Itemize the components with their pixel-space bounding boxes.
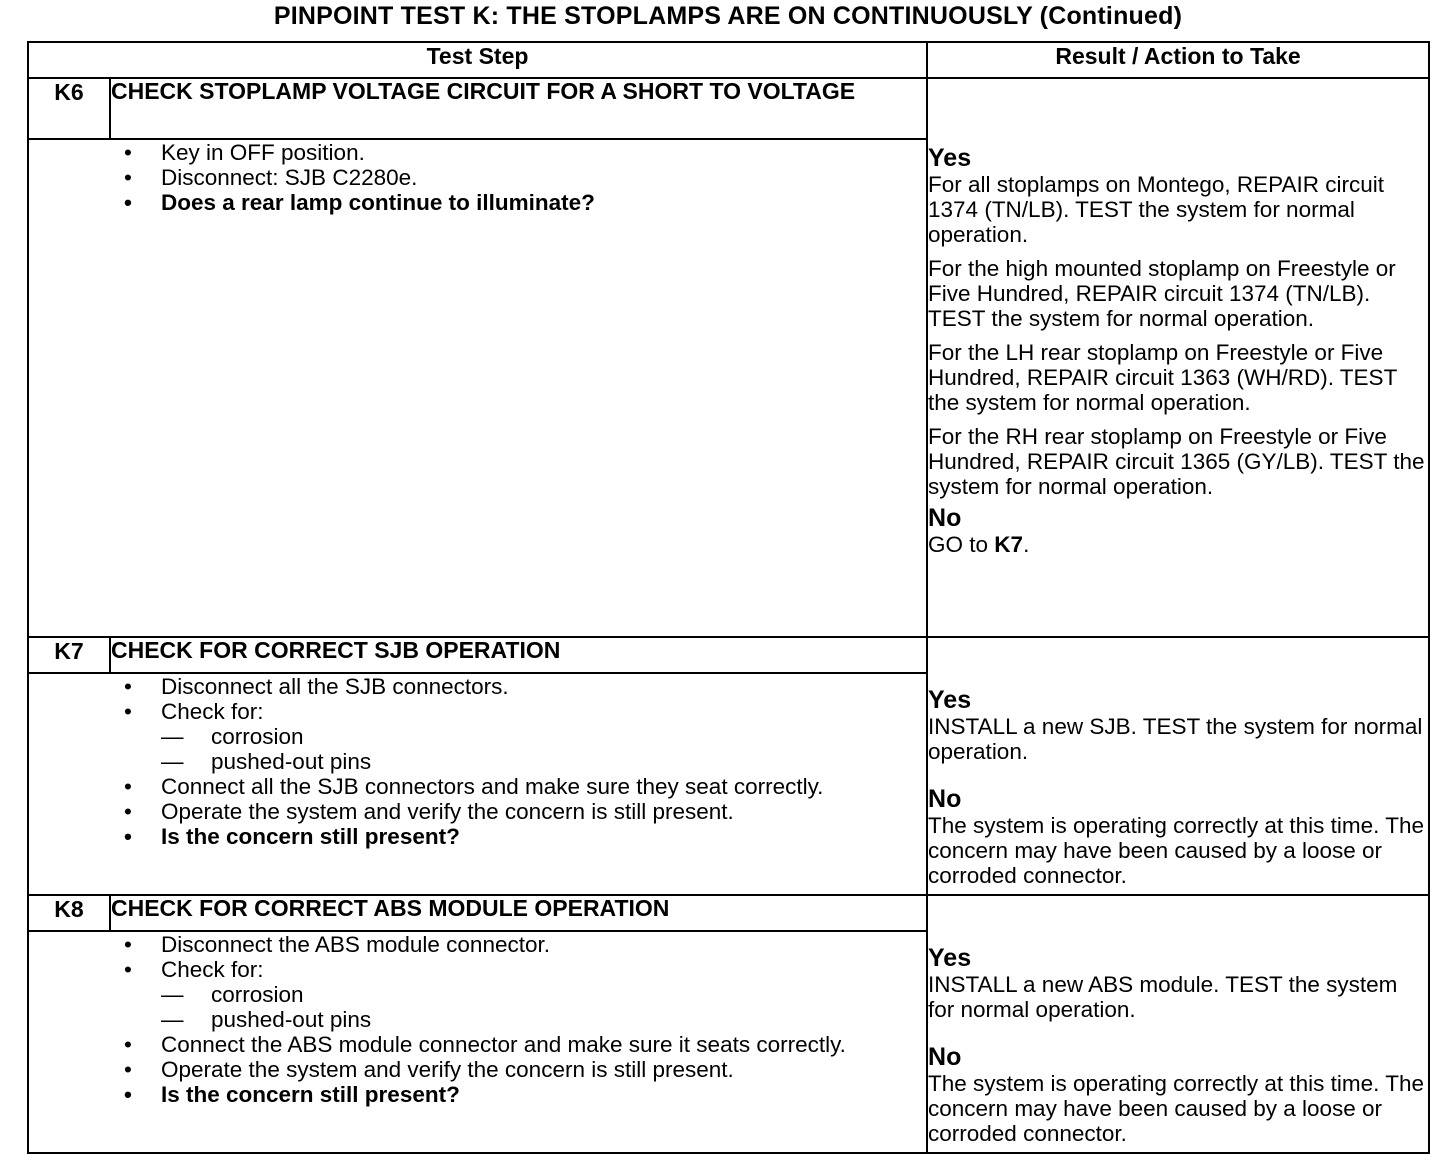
bullet: •: [124, 773, 132, 799]
k7-step-2-text: Check for:: [161, 698, 264, 724]
k7-step-4-text: Operate the system and verify the concern is still present.: [161, 798, 734, 824]
k6-step-id: K6: [28, 78, 110, 139]
k6-no-prefix: GO to: [928, 532, 995, 558]
k7-title-row: [28, 637, 1429, 673]
bullet: •: [124, 956, 132, 982]
k7-step-5: [29, 824, 926, 849]
k8-sub-1: [29, 982, 926, 1007]
header-row: [28, 42, 1429, 78]
k8-sub-2-text: pushed-out pins: [211, 1006, 372, 1032]
k6-no-text: [928, 532, 1428, 557]
bullet: •: [124, 190, 132, 216]
k6-yes-label: Yes: [928, 144, 972, 173]
k8-step-3-text: Connect the ABS module connector and make sure it seats correctly.: [161, 1031, 846, 1057]
k7-sub-2-text: pushed-out pins: [211, 748, 372, 774]
k8-step-4-text: Operate the system and verify the concern is still present.: [161, 1056, 734, 1082]
k6-yes-para-2: For the high mounted stoplamp on Freestyle or Five Hundred, REPAIR circuit 1374 (TN/LB). TEST the system for normal operation.: [928, 256, 1396, 332]
k6-step-title: CHECK STOPLAMP VOLTAGE CIRCUIT FOR A SHORT TO VOLTAGE: [110, 78, 927, 139]
k7-step-3-text: Connect all the SJB connectors and make sure they seat correctly.: [161, 773, 824, 799]
result-header: Result / Action to Take: [927, 42, 1429, 78]
k7-step-5-text: Is the concern still present?: [161, 823, 460, 849]
k6-yes-para-1: For all stoplamps on Montego, REPAIR circuit 1374 (TN/LB). TEST the system for normal operation.: [928, 172, 1385, 248]
k8-step-id: K8: [28, 895, 110, 931]
k7-step-body: [28, 673, 927, 895]
bullet: •: [124, 673, 132, 699]
bullet: •: [124, 931, 132, 957]
page-title: PINPOINT TEST K: THE STOPLAMPS ARE ON CONTINUOUSLY (Continued): [273, 2, 1183, 30]
k6-step-2-text: Disconnect: SJB C2280e.: [161, 165, 418, 191]
bullet: •: [124, 1056, 132, 1082]
k8-no-text: The system is operating correctly at this time. The concern may have been caused by a loose or corroded connector.: [928, 1070, 1425, 1146]
k7-step-title: CHECK FOR CORRECT SJB OPERATION: [110, 637, 927, 673]
k8-step-4: [29, 1057, 926, 1082]
k6-yes-para-3: For the LH rear stoplamp on Freestyle or Five Hundred, REPAIR circuit 1363 (WH/RD). TEST the system for normal operation.: [928, 340, 1397, 416]
k6-title-row: [28, 78, 1429, 139]
k7-step-id: K7: [28, 637, 110, 673]
k8-sub-1-text: corrosion: [211, 981, 304, 1007]
k7-sub-1-text: corrosion: [211, 723, 304, 749]
k6-step-2: [29, 165, 926, 190]
test-step-header: Test Step: [28, 42, 927, 78]
k6-step-1: [29, 140, 926, 165]
dash: —: [161, 723, 184, 749]
k8-step-5: [29, 1082, 926, 1107]
bullet: •: [124, 1031, 132, 1057]
pinpoint-test-table: [27, 41, 1430, 1154]
k7-step-1-text: Disconnect all the SJB connectors.: [161, 673, 509, 699]
k8-step-2-text: Check for:: [161, 956, 264, 982]
k6-step-1-text: Key in OFF position.: [161, 140, 365, 166]
k8-step-5-text: Is the concern still present?: [161, 1081, 460, 1107]
dash: —: [161, 981, 184, 1007]
k8-step-1: [29, 932, 926, 957]
k8-step-1-text: Disconnect the ABS module connector.: [161, 931, 550, 957]
k6-no-label: No: [928, 504, 962, 533]
k7-yes-label: Yes: [928, 685, 972, 714]
bullet: •: [124, 165, 132, 191]
k8-step-2: [29, 957, 926, 982]
k6-result-cell: [927, 78, 1429, 636]
k7-result-cell: [927, 637, 1429, 895]
k7-step-3: [29, 774, 926, 799]
k6-step-3-text: Does a rear lamp continue to illuminate?: [161, 190, 595, 216]
k8-no-label: No: [928, 1042, 962, 1071]
k7-sub-2: [29, 749, 926, 774]
k6-step-body: [28, 139, 927, 636]
k8-step-title: CHECK FOR CORRECT ABS MODULE OPERATION: [110, 895, 927, 931]
bullet: •: [124, 1081, 132, 1107]
dash: —: [161, 1006, 184, 1032]
k8-yes-text: INSTALL a new ABS module. TEST the system for normal operation.: [928, 971, 1398, 1022]
k7-step-4: [29, 799, 926, 824]
dash: —: [161, 748, 184, 774]
k6-no-target: K7: [994, 532, 1024, 558]
k7-step-2: [29, 699, 926, 724]
bullet: •: [124, 823, 132, 849]
k7-sub-1: [29, 724, 926, 749]
bullet: •: [124, 698, 132, 724]
k8-step-body: [28, 931, 927, 1153]
k7-no-label: No: [928, 784, 962, 813]
k6-no-suffix: .: [1023, 532, 1030, 558]
k8-yes-label: Yes: [928, 943, 972, 972]
k6-step-3: [29, 190, 926, 215]
bullet: •: [124, 798, 132, 824]
k6-yes-para-4: For the RH rear stoplamp on Freestyle or Five Hundred, REPAIR circuit 1365 (GY/LB). TEST the system for normal operation.: [928, 424, 1425, 500]
k8-sub-2: [29, 1007, 926, 1032]
k7-no-text: The system is operating correctly at this time. The concern may have been caused by a loose or corroded connector.: [928, 812, 1425, 888]
k7-step-1: [29, 674, 926, 699]
k8-title-row: [28, 895, 1429, 931]
bullet: •: [124, 140, 132, 166]
k8-result-cell: [927, 895, 1429, 1153]
k8-step-3: [29, 1032, 926, 1057]
k7-yes-text: INSTALL a new SJB. TEST the system for normal operation.: [928, 713, 1423, 764]
